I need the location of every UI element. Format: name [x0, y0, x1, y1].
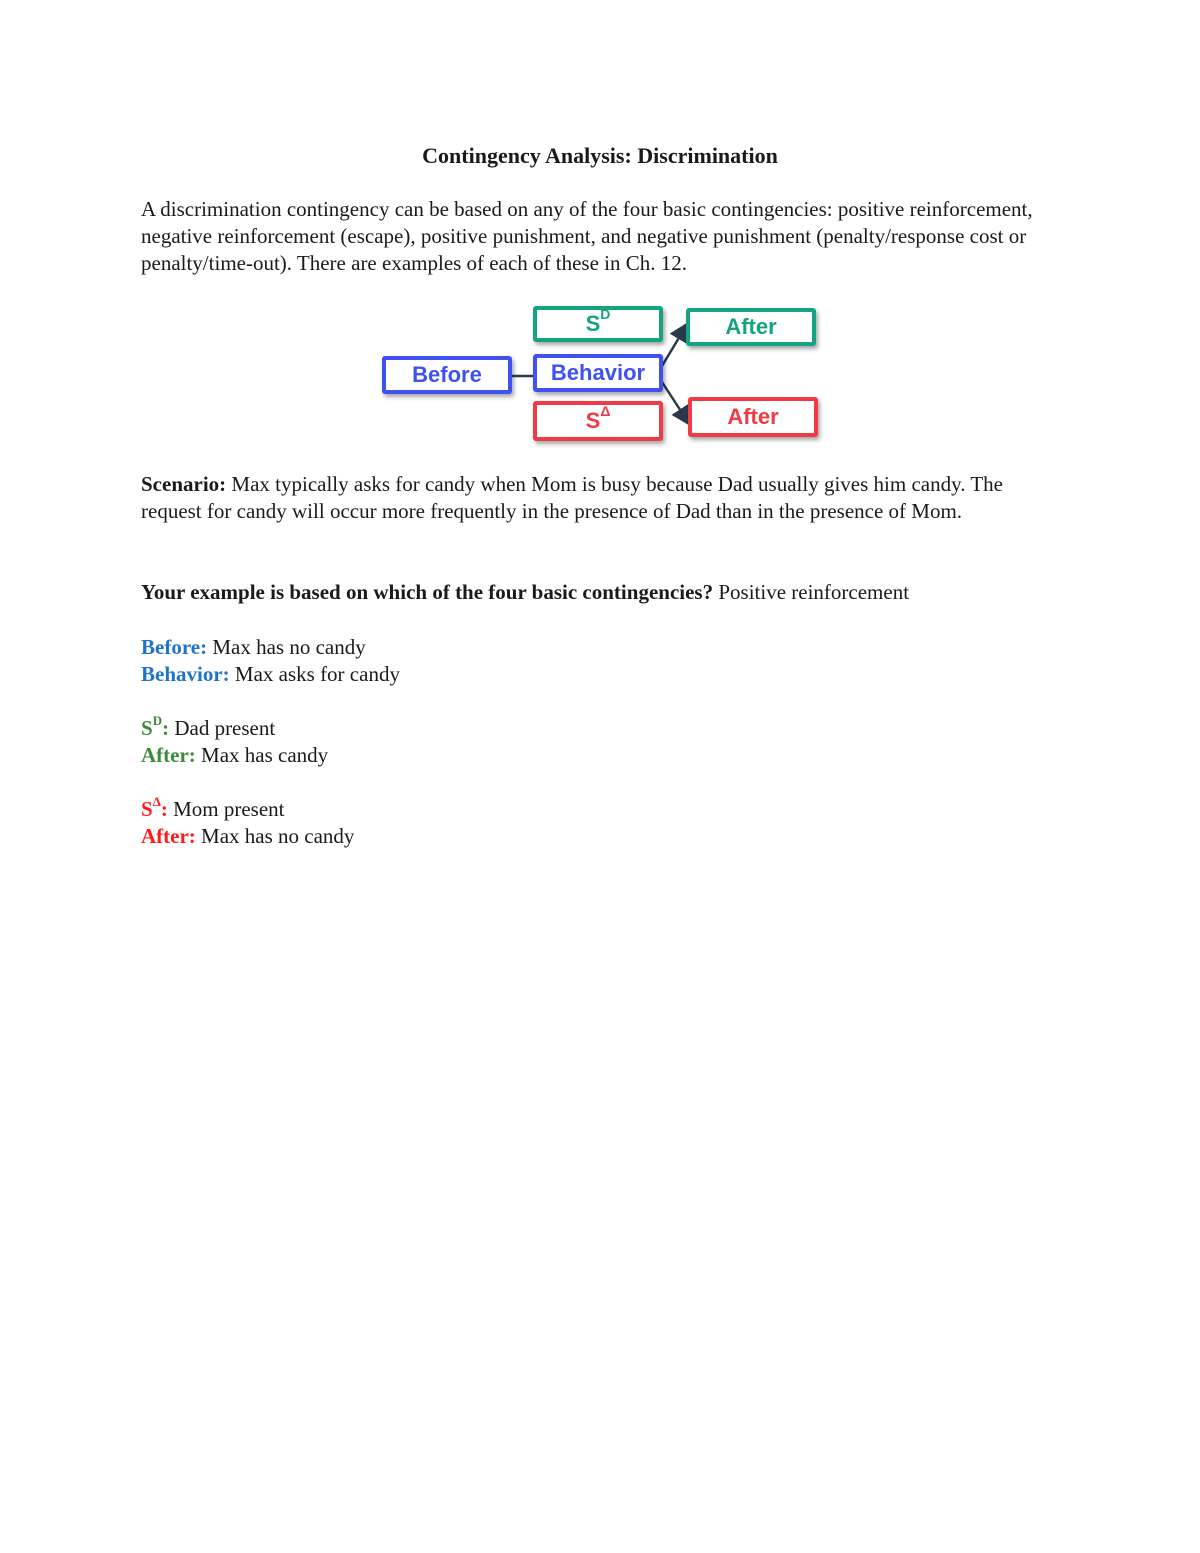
diagram-before-box: Before [382, 356, 512, 394]
diagram-sd-box: $S^D$ [533, 306, 663, 342]
after-unreinforced-line [141, 823, 354, 850]
behavior-line [141, 661, 400, 688]
sd-label: $S^D$: [141, 713, 170, 740]
page-title: Contingency Analysis: Discrimination [422, 143, 778, 168]
behavior-label: Behavior: [141, 662, 230, 686]
scenario-text: Max typically asks for candy when Mom is busy because Dad usually gives him candy. The request for candy will occur more frequently in the presence of Dad than in the presence of Mom. [141, 472, 1003, 523]
diagram-behavior-box: Behavior [533, 354, 663, 392]
before-label: Before: [141, 635, 208, 659]
sd-text: Dad present [169, 716, 276, 740]
diagram-after-bottom-box: After [688, 397, 818, 437]
scenario-label: Scenario: [141, 472, 227, 496]
sdelta-label: $S^\Delta$: [141, 794, 168, 821]
after-unreinforced-label: After: [141, 824, 196, 848]
contingency-diagram [370, 296, 840, 452]
diagram-after-top-box: After [686, 308, 816, 346]
intro-paragraph: A discrimination contingency can be based on any of the four basic contingencies: positive reinforcement, negative reinforcement (escape), positive punishment, and negative punishment (penalty/response cost or penalty/time-out). There are examples of each of these in Ch. 12. [141, 197, 1033, 275]
arrow-to-after-bottom [662, 382, 688, 422]
question-answer: Positive reinforcement [713, 580, 910, 604]
scenario-paragraph [141, 471, 1061, 525]
after-reinforced-label: After: [141, 743, 196, 767]
before-line [141, 634, 366, 661]
after-unreinforced-text: Max has no candy [195, 824, 355, 848]
question-label: Your example is based on which of the four basic contingencies? [141, 580, 714, 604]
after-reinforced-line [141, 742, 328, 769]
before-text: Max has no candy [207, 635, 366, 659]
after-reinforced-text: Max has candy [195, 743, 329, 767]
contingency-question [141, 579, 1061, 606]
diagram-sdelta-box: $S^\Delta$ [533, 401, 663, 441]
behavior-text: Max asks for candy [229, 662, 400, 686]
sdelta-line [141, 796, 285, 823]
sd-line [141, 715, 275, 742]
arrow-to-after-top [662, 326, 686, 366]
sdelta-text: Mom present [167, 797, 285, 821]
